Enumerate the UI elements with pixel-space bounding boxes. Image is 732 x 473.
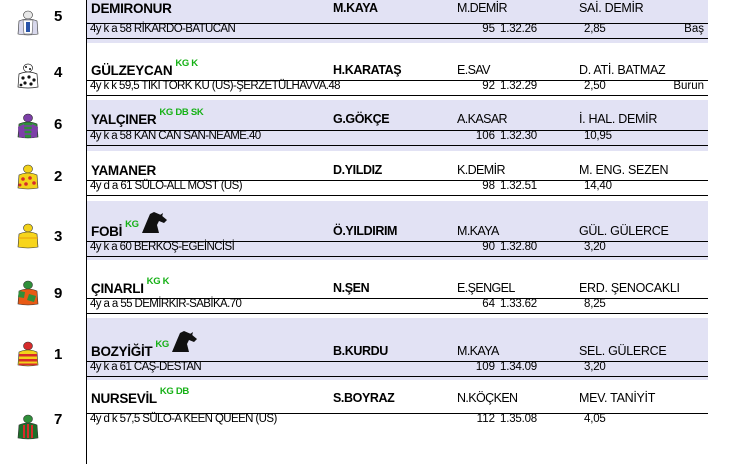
result-row[interactable] [4, 318, 708, 380]
program-number: 2 [54, 168, 63, 185]
owner-name: M. ENG. SEZEN [579, 163, 669, 177]
jockey-name: G.GÖKÇE [333, 112, 390, 126]
owner-name: İ. HAL. DEMİR [579, 112, 658, 126]
horse-head-icon [141, 211, 167, 233]
pedigree-info: 4y d k 57,5 SÜLO-A KEEN QUEEN (US) [90, 413, 277, 425]
jockey-name: S.BOYRAZ [333, 391, 395, 405]
finish-time: 1.32.30 [500, 130, 537, 142]
horse-name-text: ÇINARLI [91, 281, 144, 296]
odds: 2,50 [584, 80, 606, 92]
horse-name[interactable] [91, 276, 170, 296]
finish-time: 1.34.09 [500, 361, 537, 373]
finish-time: 1.33.62 [500, 298, 537, 310]
result-row[interactable] [4, 43, 708, 100]
program-number: 3 [54, 228, 63, 245]
jockey-silk-icon [14, 162, 42, 190]
jockey-silk-icon [14, 278, 42, 306]
finish-time: 1.32.51 [500, 180, 537, 192]
result-row[interactable] [4, 0, 708, 43]
horse-name-text: BOZYİĞİT [91, 344, 153, 359]
equipment-suffix: KG K [146, 276, 170, 287]
owner-name: GÜL. GÜLERCE [579, 224, 669, 238]
result-row[interactable] [4, 380, 708, 464]
result-row[interactable] [4, 100, 708, 151]
horse-name-text: NURSEVİL [91, 391, 157, 406]
jockey-name: Ö.YILDIRIM [333, 224, 398, 238]
trainer-name: E.ŞENGEL [457, 281, 515, 295]
handicap-points: 90 [482, 241, 495, 253]
pedigree-info: 4y k a 60 BERKOŞ-EGEİNCİSİ [90, 241, 235, 253]
jockey-name: B.KURDU [333, 344, 388, 358]
pedigree-info: 4y d a 61 SÜLO-ALL MOST (US) [90, 180, 242, 192]
jockey-name: N.ŞEN [333, 281, 370, 295]
odds: 3,20 [584, 361, 606, 373]
odds: 2,85 [584, 23, 606, 35]
owner-name: MEV. TANİYİT [579, 391, 656, 405]
pedigree-info: 4y k a 58 RİKARDO-BATUCAN [90, 23, 236, 35]
pedigree-info: 4y a a 55 DEMİRKIR-SABİKA.70 [90, 298, 242, 310]
program-number: 7 [54, 411, 63, 428]
equipment-suffix: KG DB SK [159, 107, 204, 118]
jockey-silk-icon [14, 111, 42, 139]
equipment-suffix: KG [125, 219, 139, 230]
pedigree-info: 4y k k 59,5 TIKI TORK KU (US)-ŞERZETÜLHAVVA.48 [90, 80, 340, 92]
handicap-points: 64 [482, 298, 495, 310]
jockey-silk-icon [14, 339, 42, 367]
pedigree-info: 4y k a 58 KAN CAN SAN-NEAME.40 [90, 130, 261, 142]
horse-name-text: YALÇINER [91, 112, 157, 127]
result-row[interactable] [4, 260, 708, 318]
handicap-points: 98 [482, 180, 495, 192]
program-number: 6 [54, 116, 63, 133]
handicap-points: 92 [482, 80, 495, 92]
result-row[interactable] [4, 151, 708, 201]
result-row[interactable] [4, 201, 708, 260]
horse-name-text: GÜLZEYCAN [91, 63, 173, 78]
horse-name[interactable]: DEMIRONUR [91, 1, 172, 16]
owner-name: ERD. ŞENOCAKLI [579, 281, 680, 295]
trainer-name: N.KÖÇKEN [457, 391, 518, 405]
trainer-name: K.DEMİR [457, 163, 505, 177]
finish-time: 1.32.26 [500, 23, 537, 35]
finish-time: 1.32.80 [500, 241, 537, 253]
odds: 3,20 [584, 241, 606, 253]
equipment-suffix: KG [155, 339, 170, 350]
jockey-silk-icon [14, 221, 42, 249]
trainer-name: A.KASAR [457, 112, 507, 126]
odds: 14,40 [584, 180, 612, 192]
horse-name[interactable] [91, 217, 167, 239]
equipment-suffix: KG DB [159, 386, 189, 397]
handicap-points: 106 [475, 130, 495, 142]
jockey-name: H.KARATAŞ [333, 63, 402, 77]
odds: 10,95 [584, 130, 612, 142]
finish-margin: Burun [673, 80, 704, 92]
finish-time: 1.35.08 [500, 413, 537, 425]
trainer-name: E.SAV [457, 63, 490, 77]
equipment-suffix: KG K [175, 58, 198, 69]
horse-name[interactable] [91, 386, 189, 406]
jockey-silk-icon [14, 412, 42, 440]
jockey-name: D.YILDIZ [333, 163, 382, 177]
horse-name[interactable]: YAMANER [91, 163, 156, 178]
program-number: 4 [54, 64, 63, 81]
horse-head-icon [171, 330, 197, 352]
odds: 8,25 [584, 298, 606, 310]
trainer-name: M.DEMİR [457, 1, 507, 15]
owner-name: D. ATİ. BATMAZ [579, 63, 666, 77]
jockey-name: M.KAYA [333, 1, 378, 15]
odds: 4,05 [584, 413, 606, 425]
horse-name[interactable] [91, 58, 198, 78]
horse-name-text: FOBİ [91, 224, 123, 239]
finish-time: 1.32.29 [500, 80, 537, 92]
horse-name[interactable] [91, 107, 204, 127]
horse-name[interactable] [91, 336, 197, 359]
race-results-table [4, 0, 708, 464]
owner-name: SEL. GÜLERCE [579, 344, 667, 358]
program-number: 5 [54, 8, 63, 25]
finish-margin: Baş [684, 23, 704, 35]
handicap-points: 95 [482, 23, 495, 35]
program-number: 1 [54, 346, 63, 363]
pedigree-info: 4y k a 61 CAŞ-DESTAN [90, 361, 202, 373]
jockey-silk-icon [14, 61, 42, 89]
jockey-silk-icon [14, 8, 42, 36]
handicap-points: 112 [476, 413, 495, 425]
handicap-points: 109 [475, 361, 495, 373]
trainer-name: M.KAYA [457, 224, 499, 238]
owner-name: SAİ. DEMİR [579, 1, 644, 15]
trainer-name: M.KAYA [457, 344, 499, 358]
program-number: 9 [54, 285, 63, 302]
